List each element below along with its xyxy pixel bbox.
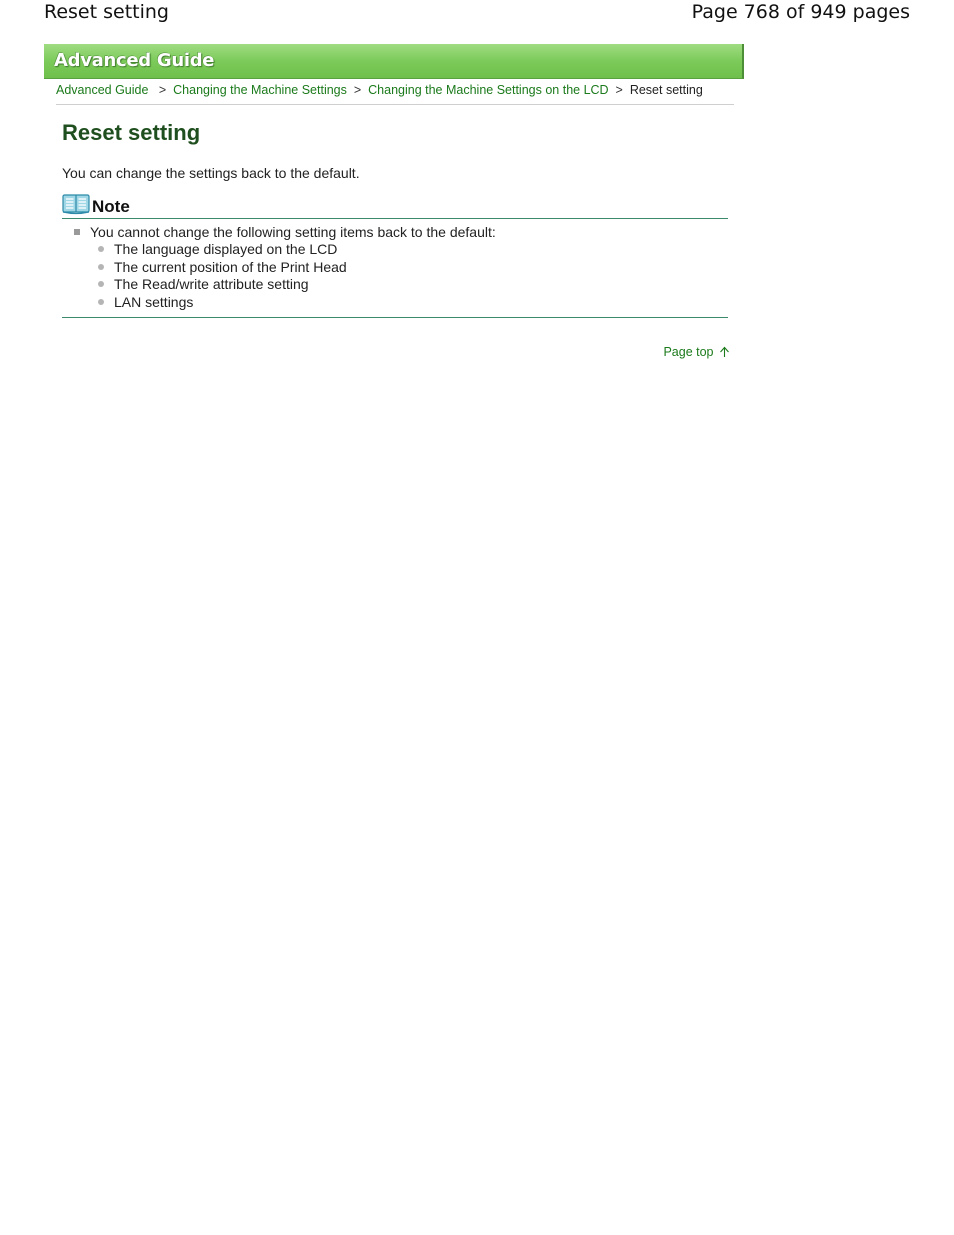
breadcrumb-divider <box>56 104 734 105</box>
breadcrumb <box>56 83 703 97</box>
guide-banner <box>44 44 744 79</box>
note-item: You cannot change the following setting items back to the default: <box>90 224 496 240</box>
breadcrumb-link-machine-settings[interactable]: Changing the Machine Settings <box>173 83 347 97</box>
breadcrumb-current: Reset setting <box>629 83 703 97</box>
page-top-link[interactable] <box>663 345 730 359</box>
breadcrumb-link-advanced-guide[interactable]: Advanced Guide <box>56 83 149 97</box>
page-top-label: Page top <box>663 345 714 359</box>
note-label: Note <box>92 197 130 216</box>
list-item: The language displayed on the LCD <box>98 241 347 259</box>
list-item: The Read/write attribute setting <box>98 276 347 294</box>
breadcrumb-separator: > <box>615 83 623 97</box>
book-icon <box>62 193 90 215</box>
circle-bullet-icon <box>98 281 104 287</box>
intro-text: You can change the settings back to the default. <box>62 165 360 181</box>
page-title: Reset setting <box>62 120 201 145</box>
circle-bullet-icon <box>98 299 104 305</box>
note-header <box>62 193 728 219</box>
breadcrumb-separator: > <box>353 83 362 97</box>
circle-bullet-icon <box>98 246 104 252</box>
header-page-title: Reset setting <box>44 1 169 23</box>
arrow-up-icon <box>719 346 730 358</box>
note-body <box>62 224 728 318</box>
list-item: LAN settings <box>98 294 347 312</box>
note-sublist <box>98 241 347 311</box>
circle-bullet-icon <box>98 264 104 270</box>
page-header <box>0 0 954 30</box>
breadcrumb-separator: > <box>158 83 167 97</box>
list-item: The current position of the Print Head <box>98 259 347 277</box>
header-page-count: Page 768 of 949 pages <box>691 1 910 23</box>
square-bullet-icon <box>74 229 80 235</box>
banner-title: Advanced Guide <box>54 50 215 71</box>
breadcrumb-link-machine-settings-lcd[interactable]: Changing the Machine Settings on the LCD <box>368 83 609 97</box>
